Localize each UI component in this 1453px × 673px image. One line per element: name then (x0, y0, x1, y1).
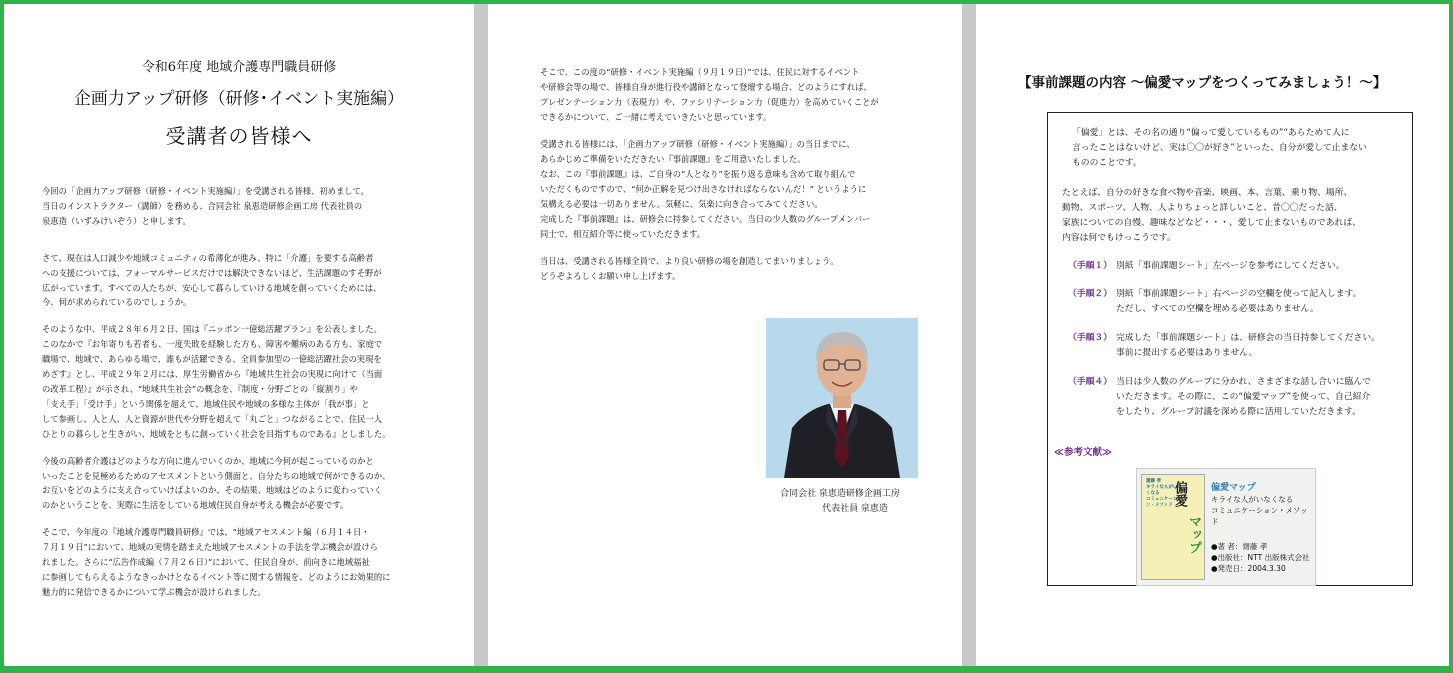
step-label: （手順３） (1068, 333, 1112, 343)
representative-name: 代表社員 泉恵造 (822, 504, 888, 514)
page-gutter (474, 4, 488, 666)
company-name: 合同会社 泉恵造研修企画工房 (780, 489, 900, 499)
book-subtitle: キライな人がいなくなる コミュニケーション・メソッド (1211, 495, 1308, 526)
assignment-title: 【事前課題の内容 ～偏愛マップをつくってみましょう！～】 (1018, 75, 1387, 91)
step-label: （手順２） (1068, 289, 1112, 299)
paragraph: 今回の「企画力アップ研修（研修・イベント実施編）」を受講される皆様、初めまして。 当日のインストラクター（講師）を務める、合同会社 泉恵造研修企画工房 代表社員の 泉恵造（いずみけいぞう）と申します。 (42, 186, 369, 226)
paragraph: 当日は、受講される皆様全員で、より良い研修の場を創造してまいりましょう。 どうぞよろしくお願い申し上げます。 (540, 256, 839, 281)
paragraph: さて、現在は人口減少や地域コミュニティの希薄化が進み、特に「介護」を要する高齢者 への支援については、フォーマルサービスだけでは解決できないほど、生活課題のすそ野が 広がっています。すべての人たちが、安心して暮らしていける地域を創っていくためには、 今、何が求められているのでしょうか。 (42, 252, 382, 308)
assignment-box (1047, 112, 1413, 586)
step-4 (1068, 375, 1408, 420)
step-2 (1068, 287, 1408, 317)
step-text: 当日は少人数のグループに分かれ、さまざまな話し合いに臨んで いただきます。その際に、この“偏愛マップ”を使って、自己紹介 をしたり、グループ討議を深める際に活用していただきます。 (1116, 377, 1371, 417)
book-title: 偏愛マップ (1211, 483, 1256, 493)
book-release-date: ●発売日：2004.3.30 (1211, 564, 1286, 573)
references-label: ≪参考文献≫ (1054, 447, 1112, 458)
document-page-1 (4, 4, 474, 666)
paragraph: 受講される皆様には、「企画力アップ研修（研修・イベント実施編）」の当日までに、 あらかじめご準備をいただきたい『事前課題』をご用意いたしました。 なお、この『事前課題』は、ご自身の“人となり”を振り返る意味も含めて取り組んで いただくものですので、“何か正解を見つけ出さなければならないんだ！” というように 気構える必要は一切ありません。気軽に、気楽に向き合ってみてください。 完成した『事前課題』は、研修会に持参してください。当日の少人数のグループメンバー 同士で、相互紹介等に使っていただきます。 (540, 139, 871, 239)
cover-small-text: 齋藤 孝 キライな人がいなくなる コミュニケーション・メソッド (1146, 479, 1182, 508)
book-reference (1136, 468, 1316, 586)
document-page-3 (976, 4, 1449, 666)
step-text: 別紙「事前課題シート」左ページを参考にしてください。 (1116, 261, 1345, 271)
paragraph: そこで、この度の“研修・イベント実施編（９月１９日）”では、住民に対するイベント や研修会等の場で、皆様自身が進行役や講師となって登壇する場合、どのようにすれば、 プレゼンテーション力（表現力）や、ファシリテーション力（促進力）を高めていくことが できるかについて、ご一緒に考えていきたいと思っています。 (540, 67, 879, 122)
book-info (1211, 483, 1313, 574)
book-author: ●著 者：齋藤 孝 (1211, 542, 1268, 551)
event-subtitle: 令和6年度 地域介護専門職員研修 (141, 60, 337, 75)
letter-body (540, 65, 935, 284)
step-3 (1068, 331, 1408, 361)
page-gutter (962, 4, 976, 666)
document-page-2 (488, 4, 962, 666)
intro-text: 「偏愛」とは、その名の通り“偏って愛しているもの”“あらためて人に 言ったことはないけど、実は〇〇が好き”といった、自分が愛して止まない もののことです。 (1072, 128, 1367, 168)
intro-examples: たとえば、自分の好きな食べ物や音楽、映画、本、言葉、乗り物、場所、 動物、スポーツ、人物、人よりちょっと詳しいこと、昔〇〇だった話、 家族についての自慢、趣味などなど・・・、愛して止まないものであれば、 内容は何でもけっこうです。 (1062, 188, 1361, 243)
book-cover-image (1141, 474, 1205, 580)
cover-title: 偏愛 (1172, 481, 1187, 507)
step-1 (1068, 259, 1408, 274)
letter-body (42, 184, 442, 600)
paragraph: 今後の高齢者介護はどのような方向に進んでいくのか、地域に今何が起こっているのかと いったことを見極めるためのアセスメントという側面と、自分たちの地域で何ができるのか、 お互いをどのように支え合っていけばよいのか、その結果、地域はどのように変わっていく のかということを、実際に生活をしている地域住民自身が考える機会が必要です。 (42, 455, 391, 511)
step-label: （手順４） (1068, 377, 1112, 387)
greeting-heading: 受講者の皆様へ (165, 124, 313, 148)
paragraph: そのような中、平成２８年６月２日、国は『ニッポン一億総活躍プラン』を公表しました。 このなかで『お年寄りも若者も、一度失敗を経験した方も、障害や難病のある方も、家庭で 職場で、地域で、あらゆる場で、誰もが活躍できる、全員参加型の一億総活躍社会の実現を めざす』とし、平成２９年２月には、厚生労働省から『地域共生社会の実現に向けて（当面 の改革工程）』が示され、“地域共生社会”の概念を、『制度・分野ごとの「縦割り」や 「支え手」「受け手」という関係を超えて、地域住民や地域の多様な主体が「我が事」と して参画し、人と人、人と資源が世代や分野を超えて「丸ごと」つながることで、住民一人 ひとりの暮らしと生きがい、地域をともに創っていく社会を目指すものである』としました。 (42, 324, 391, 439)
cover-subtitle: マップ (1186, 515, 1201, 554)
book-publisher: ●出版社：NTT 出版株式会社 (1211, 553, 1310, 562)
photo-caption (750, 487, 930, 517)
instructor-photo (766, 318, 918, 478)
paragraph: そこで、今年度の『地域介護専門職員研修』では、“地域アセスメント編（６月１４日・ ７月１９日”において、地域の実情を踏まえた地域アセスメントの手法を学ぶ機会が設けら れました。さらに“広告作成編（７月２６日）”において、住民自身が、前向きに地域福祉 に参画してもらえるようなきっかけとなるイベント等に関する情報を、どのようにお効果的に 魅力的に発信できるかについて学ぶ機会が設けられました。 (42, 527, 391, 597)
step-text: 別紙「事前課題シート」右ページの空欄を使って記入します。 ただし、すべての空欄を埋める必要はありません。 (1116, 289, 1362, 314)
step-label: （手順１） (1068, 261, 1112, 271)
step-text: 完成した「事前課題シート」は、研修会の当日持参してください。 事前に提出する必要はありません。 (1116, 333, 1380, 358)
page-title: 企画力アップ研修（研修･イベント実施編） (73, 89, 405, 109)
